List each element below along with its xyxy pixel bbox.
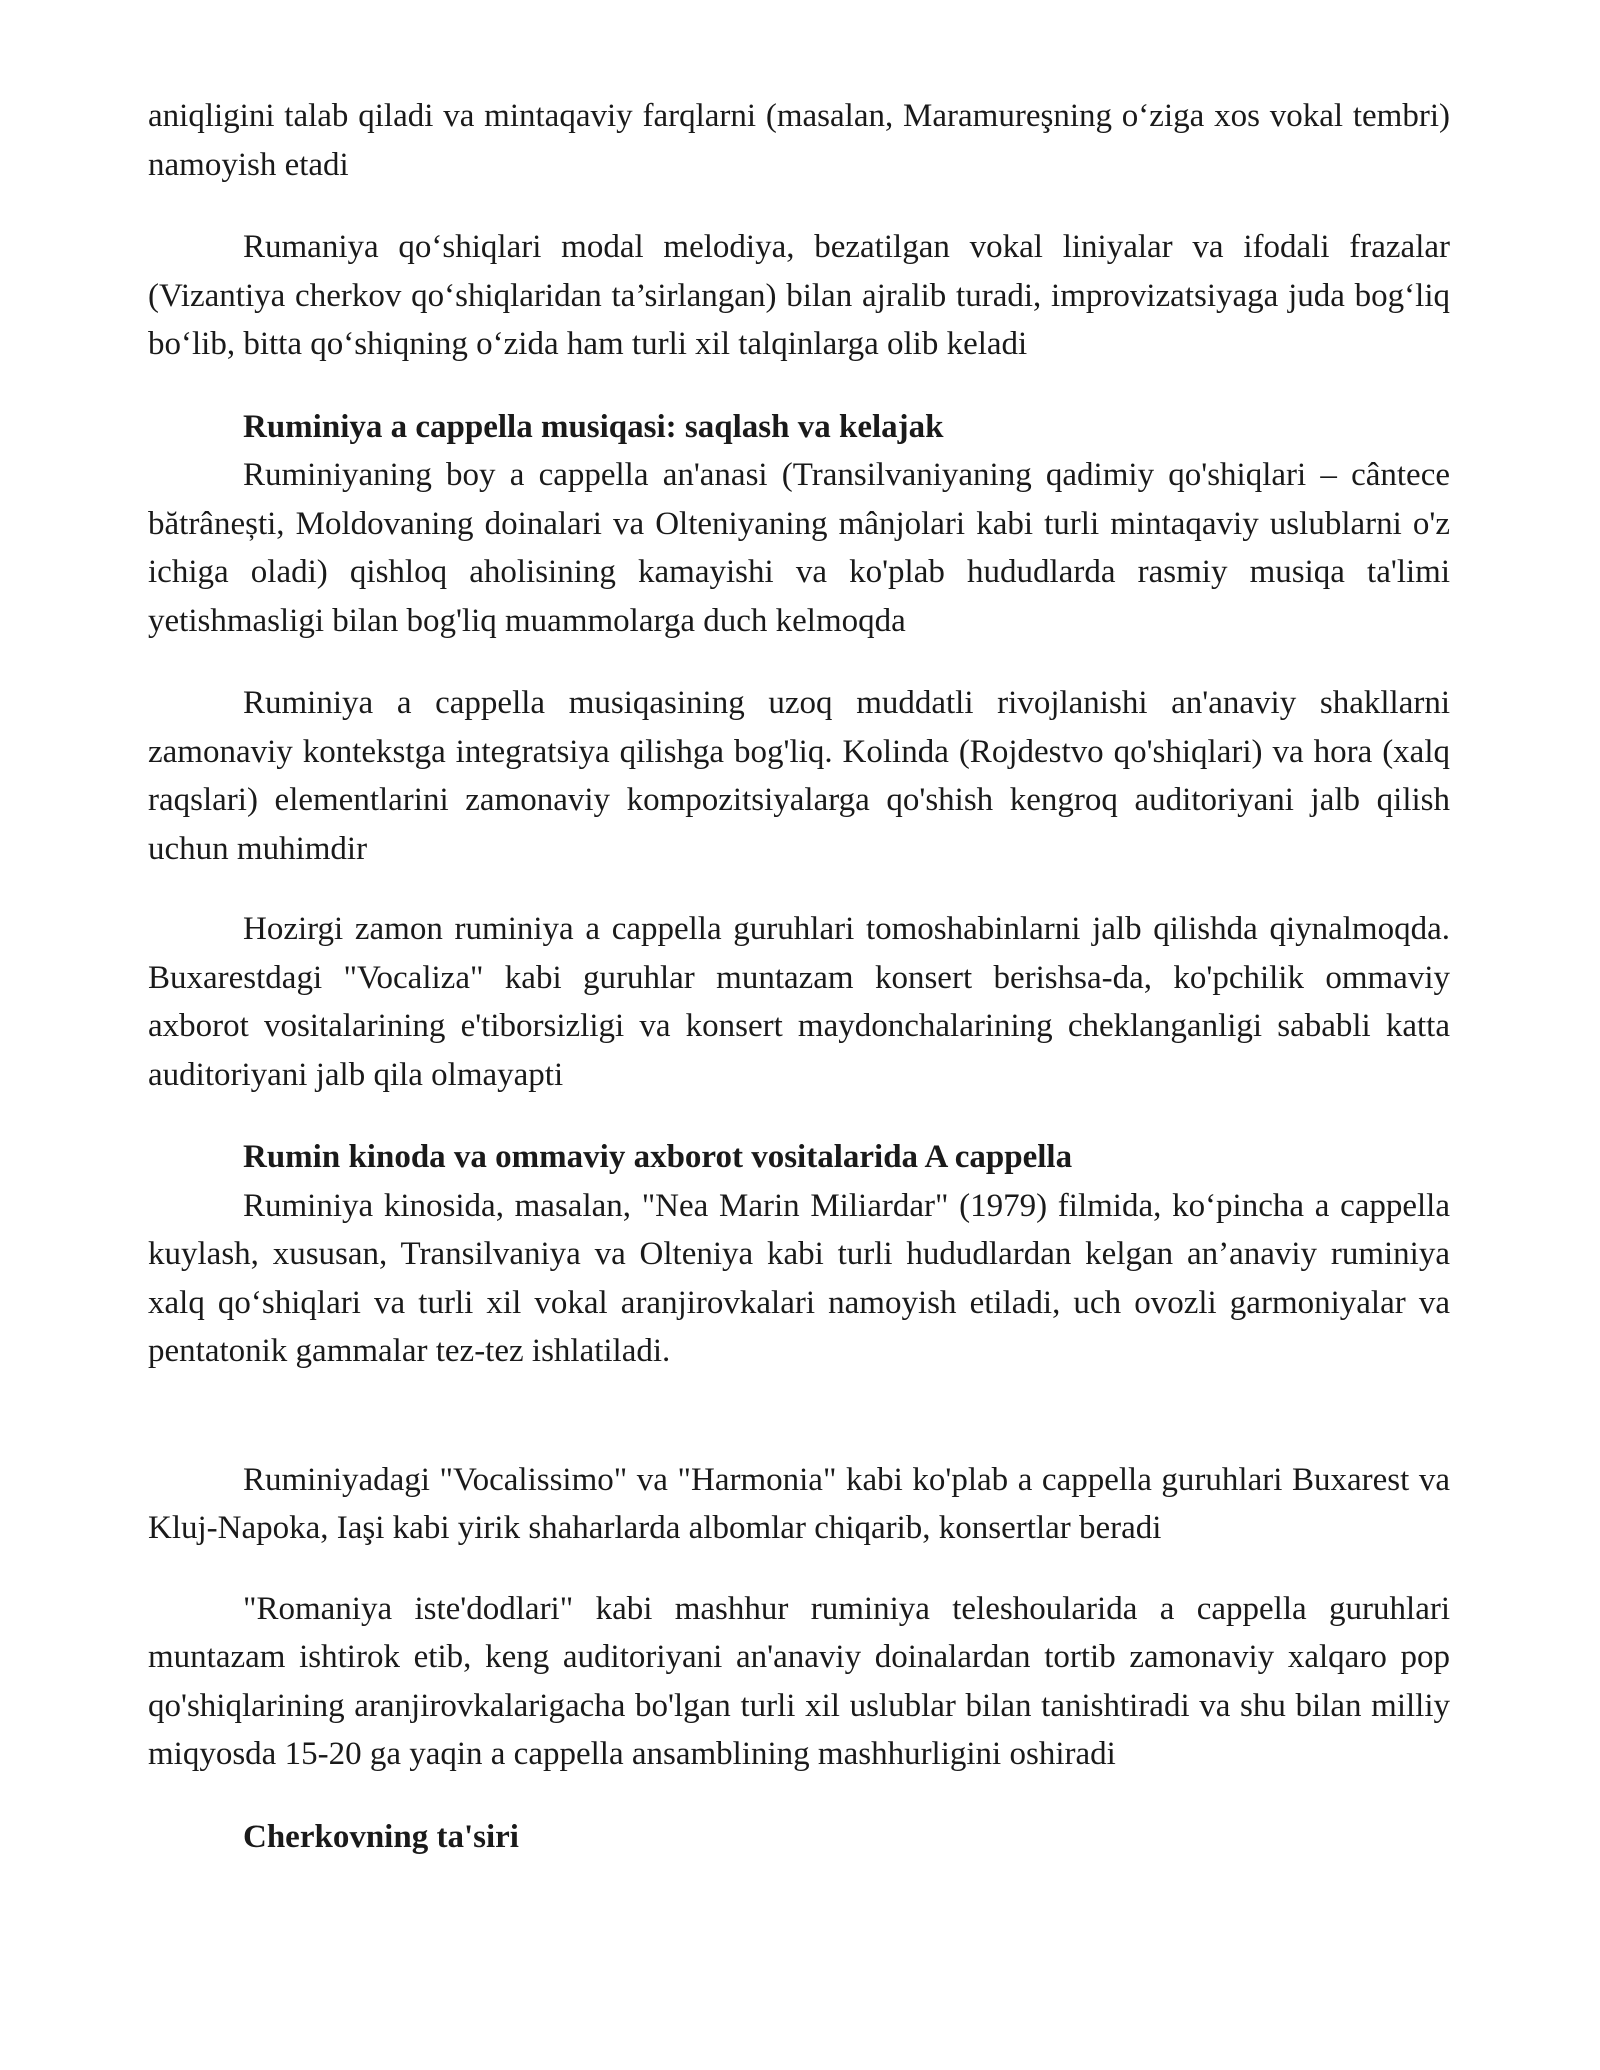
document-page — [148, 92, 1450, 1861]
paragraph-romanian-songs: Rumaniya qo‘shiqlari modal melodiya, bezatilgan vokal liniyalar va ifodali frazalar (Vizantiya cherkov qo‘shiqlaridan ta’sirlangan) bilan ajralib turadi, improvizatsiyaga juda bog‘liq bo‘lib, bitta qo‘shiqning o‘zida ham turli xil talqinlarga olib keladi — [148, 229, 1450, 362]
paragraph-continuation: aniqligini talab qiladi va mintaqaviy farqlarni (masalan, Maramureşning o‘ziga xos vokal tembri) namoyish etadi — [148, 98, 1450, 183]
paragraph-cinema: Ruminiya kinosida, masalan, "Nea Marin Miliardar" (1979) filmida, ko‘pincha a cappella kuylash, xususan, Transilvaniya va Olteniya kabi turli hududlardan kelgan an’anaviy ruminiya xalq qo‘shiqlari va turli xil vokal aranjirovkalari namoyish etiladi, uch ovozli garmoniyalar va pentatonik gammalar tez-tez ishlatiladi. — [148, 1187, 1450, 1369]
heading-preservation-future: Ruminiya a cappella musiqasi: saqlash va kelajak — [243, 408, 944, 445]
heading-cinema-media: Rumin kinoda va ommaviy axborot vositalarida A cappella — [243, 1139, 1073, 1175]
paragraph-tv-shows: "Romaniya iste'dodlari" kabi mashhur ruminiya teleshoularida a cappella guruhlari muntazam ishtirok etib, keng auditoriyani an'anaviy doinalardan tortib zamonaviy xalqaro pop qo'shiqlarining aranjirovkalarigacha bo'lgan turli xil uslublar bilan tanishtiradi va shu bilan milliy miqyosda 15-20 ga yaqin a cappella ansamblining mashhurligini oshiradi — [148, 1590, 1450, 1772]
paragraph-modern-groups: Hozirgi zamon ruminiya a cappella guruhlari tomoshabinlarni jalb qilishda qiynalmoqda. Buxarestdagi "Vocaliza" kabi guruhlar muntazam konsert berishsa-da, ko'pchilik ommaviy axborot vositalarining e'tiborsizligi va konsert maydonchalarining cheklanganligi sababli katta auditoriyani jalb qila olmayapti — [148, 911, 1450, 1093]
heading-church-influence: Cherkovning ta'siri — [243, 1818, 519, 1855]
paragraph-long-term-development: Ruminiya a cappella musiqasining uzoq muddatli rivojlanishi an'anaviy shakllarni zamonaviy kontekstga integratsiya qilishga bog'liq. Kolinda (Rojdestvo qo'shiqlari) va hora (xalq raqslari) elementlarini zamonaviy kompozitsiyalarga qo'shish kengroq auditoriyani jalb qilish uchun muhimdir — [148, 685, 1450, 867]
paragraph-vocal-groups: Ruminiyadagi "Vocalissimo" va "Harmonia" kabi ko'plab a cappella guruhlari Buxarest va Kluj-Napoka, Iaşi kabi yirik shaharlarda albomlar chiqarib, konsertlar beradi — [148, 1461, 1450, 1546]
paragraph-rich-tradition: Ruminiyaning boy a cappella an'anasi (Transilvaniyaning qadimiy qo'shiqlari – cântece bătrânești, Moldovaning doinalari va Olteniyaning mânjolari kabi turli mintaqaviy uslublarni o'z ichiga oladi) qishloq aholisining kamayishi va ko'plab hududlarda rasmiy musiqa ta'limi yetishmasligi bilan bog'liq muammolarga duch kelmoqda — [148, 457, 1450, 639]
